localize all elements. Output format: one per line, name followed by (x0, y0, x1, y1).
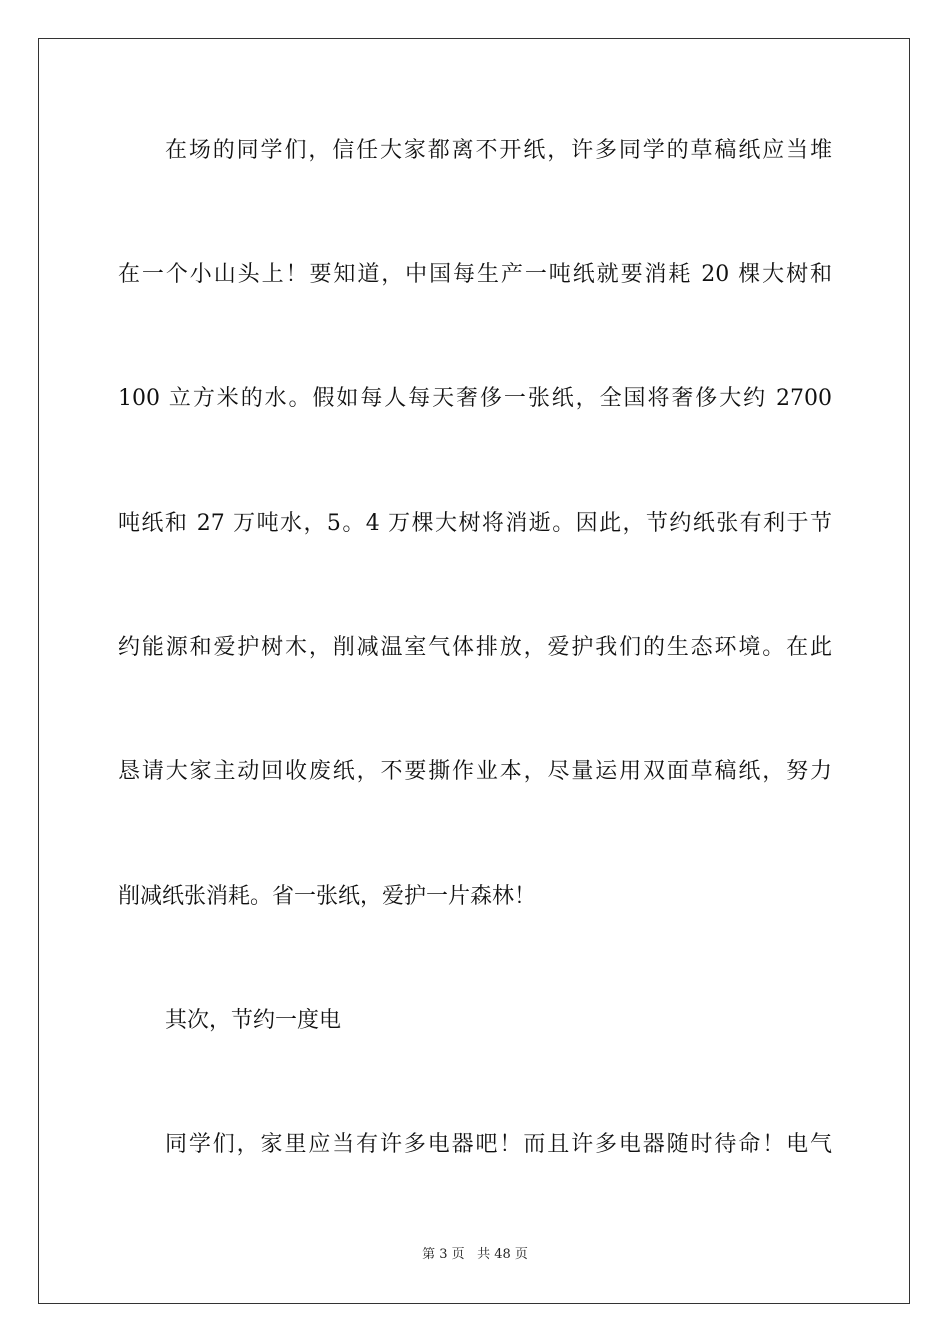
paragraph-line-6: 恳请大家主动回收废纸，不要撕作业本，尽量运用双面草稿纸，努力 (118, 759, 832, 784)
section-heading-line: 其次，节约一度电 (165, 1008, 342, 1033)
paragraph-line-5: 约能源和爱护树木，削减温室气体排放，爱护我们的生态环境。在此 (118, 635, 832, 660)
paragraph-line-3: 100 立方米的水。假如每人每天奢侈一张纸，全国将奢侈大约 2700 (118, 386, 832, 411)
page-frame (38, 38, 910, 1304)
paragraph-line-9: 同学们，家里应当有许多电器吧！而且许多电器随时待命！电气 (165, 1132, 832, 1157)
paragraph-line-2: 在一个小山头上！要知道，中国每生产一吨纸就要消耗 20 棵大树和 (118, 262, 832, 287)
page-number: 第 3 页 (422, 1247, 465, 1262)
paragraph-line-1: 在场的同学们，信任大家都离不开纸，许多同学的草稿纸应当堆 (165, 138, 832, 163)
page-footer (0, 1246, 950, 1264)
page-total: 共 48 页 (477, 1247, 528, 1262)
paragraph-line-7: 削减纸张消耗。省一张纸，爱护一片森林！ (118, 884, 537, 909)
paragraph-line-4: 吨纸和 27 万吨水，5。4 万棵大树将消逝。因此，节约纸张有利于节 (118, 511, 832, 536)
